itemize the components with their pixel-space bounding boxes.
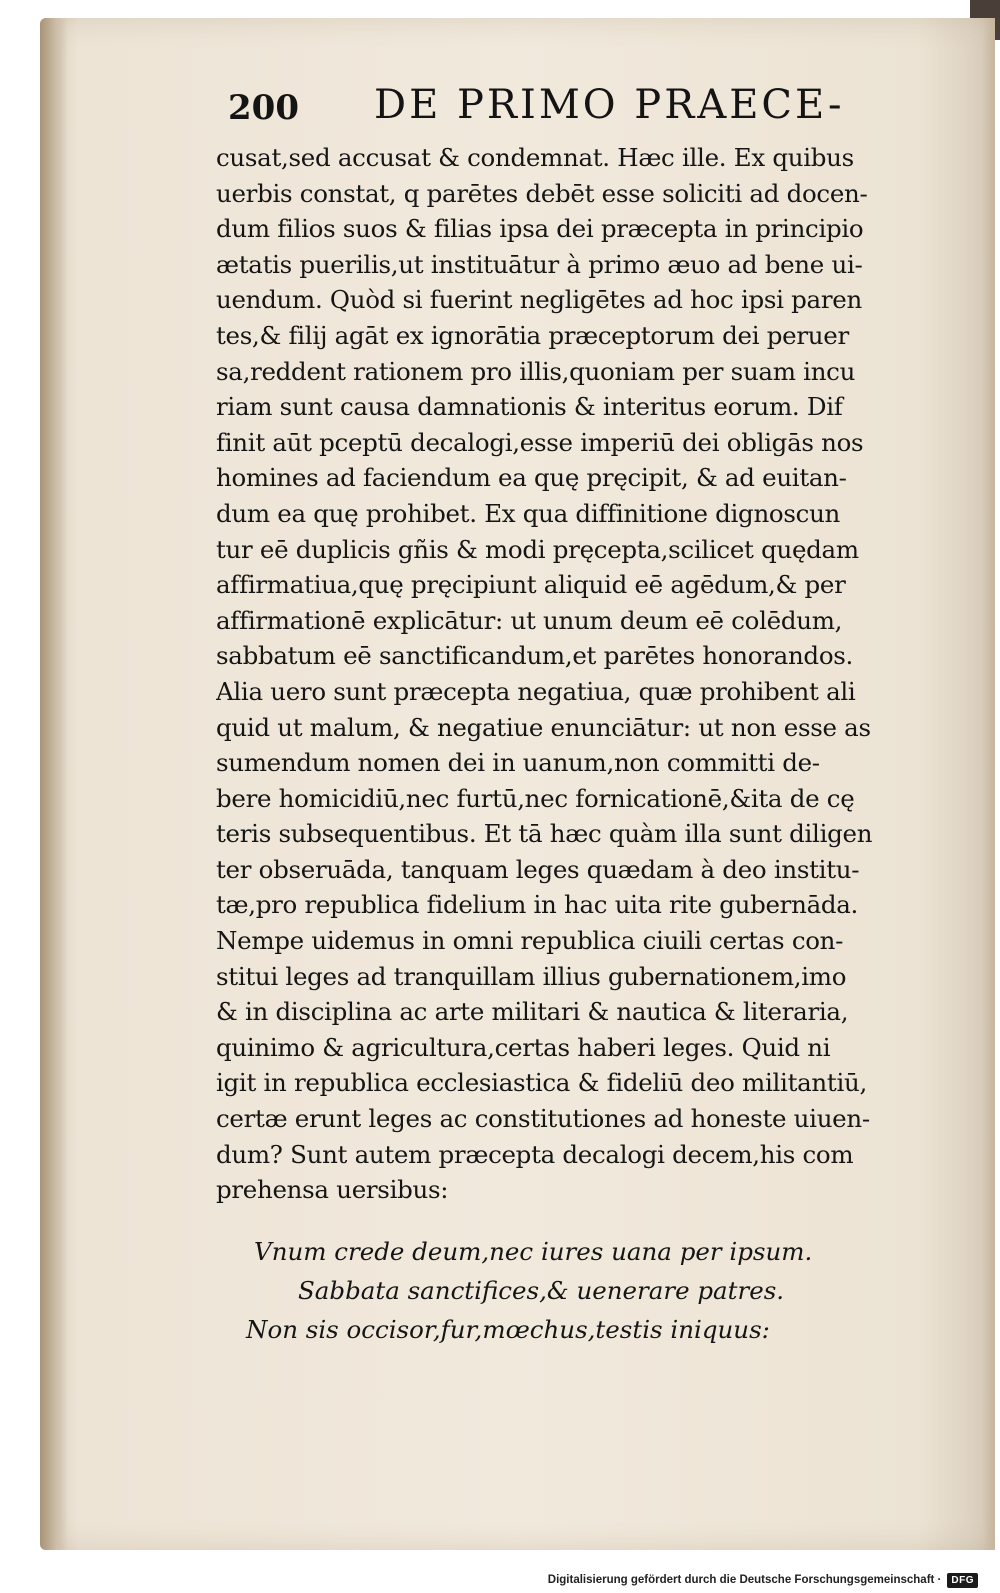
text-line: Nempe uidemus in omni republica ciuili certas con- [216, 926, 844, 956]
text-line: tes,& filij agāt ex ignorātia præceptorum dei peruer [216, 320, 849, 350]
text-line: Alia uero sunt præcepta negatiua, quæ prohibent ali [216, 676, 856, 706]
dfg-logo-icon: DFG [947, 1573, 978, 1588]
text-line: & in disciplina ac arte militari & nautica & literaria, [216, 997, 849, 1027]
digitization-footer [548, 1569, 978, 1591]
text-line: homines ad faciendum ea quę pręcipit, & ad euitan- [216, 463, 847, 493]
text-line: quid ut malum, & negatiue enunciātur: ut non esse as [216, 712, 871, 742]
text-line: finit aūt pceptū decalogi,esse imperiū dei obligās nos [216, 427, 864, 457]
text-line: teris subsequentibus. Et tā hæc quàm illa sunt diligen [216, 819, 873, 849]
text-line: certæ erunt leges ac constitutiones ad honeste uiuen- [216, 1104, 870, 1134]
text-line: bere homicidiū,nec furtū,nec fornicationē,&ita de cę [216, 783, 855, 813]
text-line: stitui leges ad tranquillam illius gubernationem,imo [216, 961, 847, 991]
text-line: cusat,sed accusat & condemnat. Hæc ille. Ex quibus [216, 143, 854, 172]
page-header [228, 82, 848, 138]
text-line: affirmatiua,quę pręcipiunt aliquid eē agēdum,& per [216, 570, 846, 600]
text-line: tæ,pro republica fidelium in hac uita rite gubernāda. [216, 890, 859, 920]
text-line: uerbis constat, q parētes debēt esse soliciti ad docen- [216, 178, 868, 208]
text-line: prehensa uersibus: [216, 1175, 449, 1205]
text-line: sumendum nomen dei in uanum,non committi de- [216, 748, 820, 778]
verse-line: Sabbata sanctifices,& uenerare patres. [298, 1276, 785, 1305]
text-line: ter obseruāda, tanquam leges quædam à deo institu- [216, 854, 860, 884]
page-spine-shadow [40, 18, 68, 1550]
text-line: dum? Sunt autem præcepta decalogi decem,his com [216, 1139, 854, 1169]
footer-credit: Digitalisierung gefördert durch die Deutsche Forschungsgemeinschaft · [547, 1574, 942, 1586]
page-edge-shadow [983, 18, 995, 1550]
text-line: affirmationē explicātur: ut unum deum eē colēdum, [216, 605, 843, 635]
verse-line: Vnum crede deum,nec iures uana per ipsum. [254, 1237, 813, 1266]
verse-block [216, 1232, 936, 1349]
text-line: sabbatum eē sanctificandum,et parētes honorandos. [216, 641, 854, 671]
text-line: riam sunt causa damnationis & interitus eorum. Dif [216, 392, 843, 422]
page-number: 200 [228, 88, 299, 128]
text-line: igit in republica ecclesiastica & fideliū deo militantiū, [216, 1068, 867, 1098]
body-text [216, 140, 936, 1208]
text-line: dum filios suos & filias ipsa dei præcepta in principio [216, 214, 864, 244]
text-line: tur eē duplicis gñis & modi pręcepta,scilicet quędam [216, 534, 859, 564]
text-line: dum ea quę prohibet. Ex qua diffinitione dignoscun [216, 498, 841, 528]
text-line: quinimo & agricultura,certas haberi leges. Quid ni [216, 1032, 831, 1062]
running-head: DE PRIMO PRAECE- [374, 82, 845, 128]
text-line: uendum. Quòd si fuerint negligētes ad hoc ipsi paren [216, 285, 862, 315]
text-line: ætatis puerilis,ut instituātur à primo æuo ad bene ui- [216, 249, 863, 279]
verse-line: Non sis occisor,fur,mœchus,testis iniquus: [246, 1315, 770, 1344]
text-line: sa,reddent rationem pro illis,quoniam per suam incu [216, 356, 856, 386]
